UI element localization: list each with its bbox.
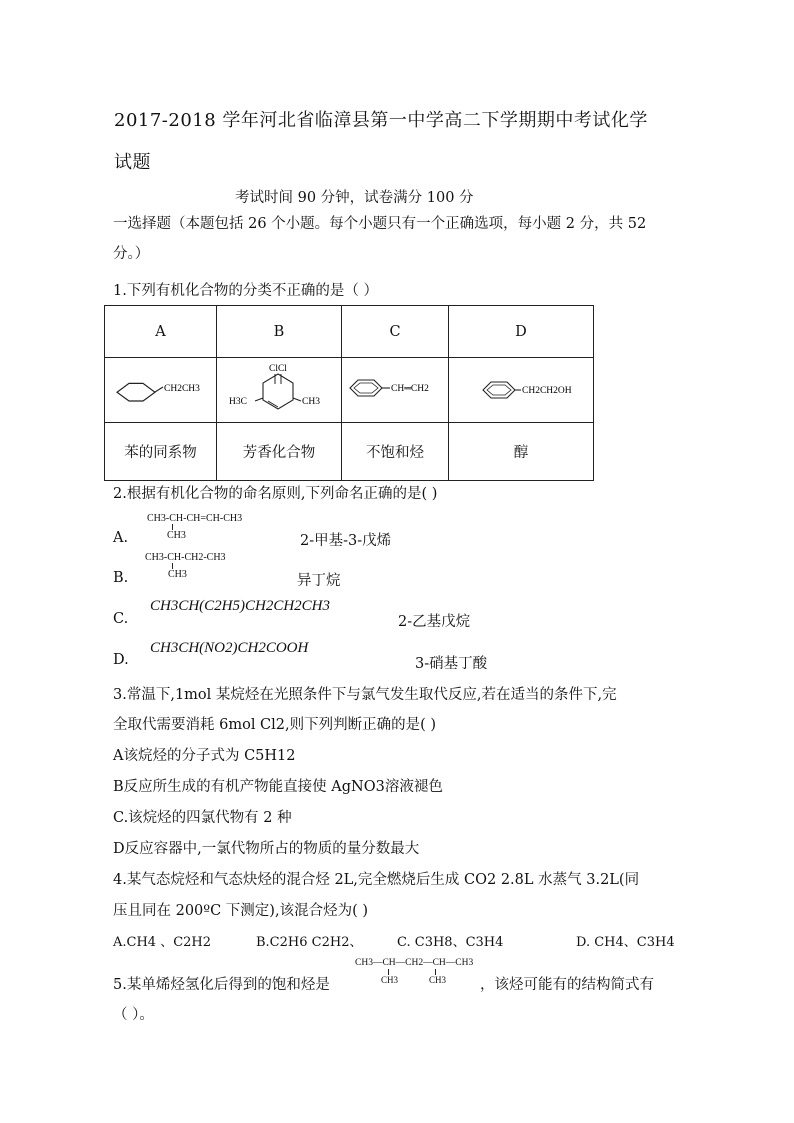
q1-b-left: H3C xyxy=(229,397,247,407)
q1-category-c: 不饱和烃 xyxy=(342,423,449,481)
q2-a-label: A. xyxy=(113,530,129,546)
q5-branch-1: CH3 xyxy=(381,975,399,985)
q4-option-d: D. CH4、C3H4 xyxy=(576,935,675,950)
q4-stem-line1: 4.某气态烷烃和气态炔烃的混合烃 2L,完全燃烧后生成 CO2 2.8L 水蒸气 3.2L(同 xyxy=(113,872,640,888)
cyclohexane-structure xyxy=(105,360,213,420)
q1-header-d: D xyxy=(449,306,594,358)
dichloro-xylene-structure xyxy=(217,360,339,420)
q4-option-c: C. C3H8、C3H4 xyxy=(397,935,504,950)
q1-structure-d xyxy=(449,358,594,423)
q4-option-b: B.C2H6 C2H2、 xyxy=(256,935,363,950)
exam-info: 考试时间 90 分钟，试卷满分 100 分 xyxy=(235,190,474,206)
q1-structure-b xyxy=(217,358,342,423)
q2-b-label: B. xyxy=(113,570,129,586)
q2-d-name: 3-硝基丁酸 xyxy=(415,656,488,672)
q2-a-branch: CH3 xyxy=(167,530,186,541)
q3-option-c: C.该烷烃的四氯代物有 2 种 xyxy=(113,810,292,826)
q1-category-a: 苯的同系物 xyxy=(105,423,217,481)
q5-formula: CH3—CH—CH2—CH—CH3 xyxy=(355,958,474,968)
q5-branch-2: CH3 xyxy=(429,975,447,985)
q1-structure-a xyxy=(105,358,217,423)
q1-structure-c xyxy=(342,358,449,423)
q2-a-name: 2-甲基-3-戊烯 xyxy=(300,533,392,549)
q1-header-c: C xyxy=(342,306,449,358)
q3-option-d: D反应容器中,一氯代物所占的物质的量分数最大 xyxy=(113,841,420,857)
q2-a-formula: CH3-CH-CH=CH-CH3 xyxy=(147,513,243,524)
q2-b-formula: CH3-CH-CH2-CH3 xyxy=(145,552,226,563)
q5-stem-before: 5.某单烯烃氢化后得到的饱和烃是 xyxy=(113,977,330,993)
phenylethanol-structure xyxy=(449,360,591,420)
q1-header-a: A xyxy=(105,306,217,358)
q1-category-b: 芳香化合物 xyxy=(217,423,342,481)
q5-stem-end: （ ）。 xyxy=(113,1007,154,1023)
q1-stem: 1.下列有机化合物的分类不正确的是（ ） xyxy=(113,283,378,299)
q2-d-formula: CH3CH(NO2)CH2COOH xyxy=(150,640,309,656)
document-title-line2: 试题 xyxy=(114,152,151,173)
q3-option-b: B反应所生成的有机产物能直接使 AgNO3溶液褪色 xyxy=(113,779,443,795)
q3-option-a: A该烷烃的分子式为 C5H12 xyxy=(113,748,296,764)
q2-c-label: C. xyxy=(113,611,129,627)
q1-a-substituent: CH2CH3 xyxy=(164,384,200,394)
q2-b-branch: CH3 xyxy=(168,569,187,580)
q4-option-a: A.CH4 、C2H2 xyxy=(113,935,212,950)
styrene-structure xyxy=(342,360,446,420)
section-heading-line2: 分。） xyxy=(113,246,150,262)
q3-stem-line1: 3.常温下,1mol 某烷烃在光照条件下与氯气发生取代反应,若在适当的条件下,完 xyxy=(113,687,617,703)
q1-d-substituent: CH2CH2OH xyxy=(522,386,572,396)
q2-stem: 2.根据有机化合物的命名原则,下列命名正确的是( ) xyxy=(113,486,438,502)
section-heading-line1: 一选择题（本题包括 26 个小题。每个小题只有一个正确选项，每小题 2 分，共 52 xyxy=(113,216,647,232)
q2-c-formula: CH3CH(C2H5)CH2CH2CH3 xyxy=(150,598,331,614)
q1-table xyxy=(104,305,594,481)
q4-stem-line2: 压且同在 200ºC 下测定),该混合烃为( ) xyxy=(113,903,368,919)
q1-header-b: B xyxy=(217,306,342,358)
q3-stem-line2: 全取代需要消耗 6mol Cl2,则下列判断正确的是( ) xyxy=(113,717,437,733)
q2-d-label: D. xyxy=(113,652,129,668)
q2-b-name: 异丁烷 xyxy=(297,573,341,589)
q1-b-right: CH3 xyxy=(302,397,320,407)
q1-c-substituent: CH═CH2 xyxy=(391,384,429,394)
q1-category-d: 醇 xyxy=(449,423,594,481)
q5-stem-after: ，该烃可能有的结构简式有 xyxy=(480,977,654,993)
q1-b-top: ClCl xyxy=(269,364,287,374)
q2-c-name: 2-乙基戊烷 xyxy=(398,614,471,630)
document-title-line1: 2017-2018 学年河北省临漳县第一中学高二下学期期中考试化学 xyxy=(114,110,648,131)
